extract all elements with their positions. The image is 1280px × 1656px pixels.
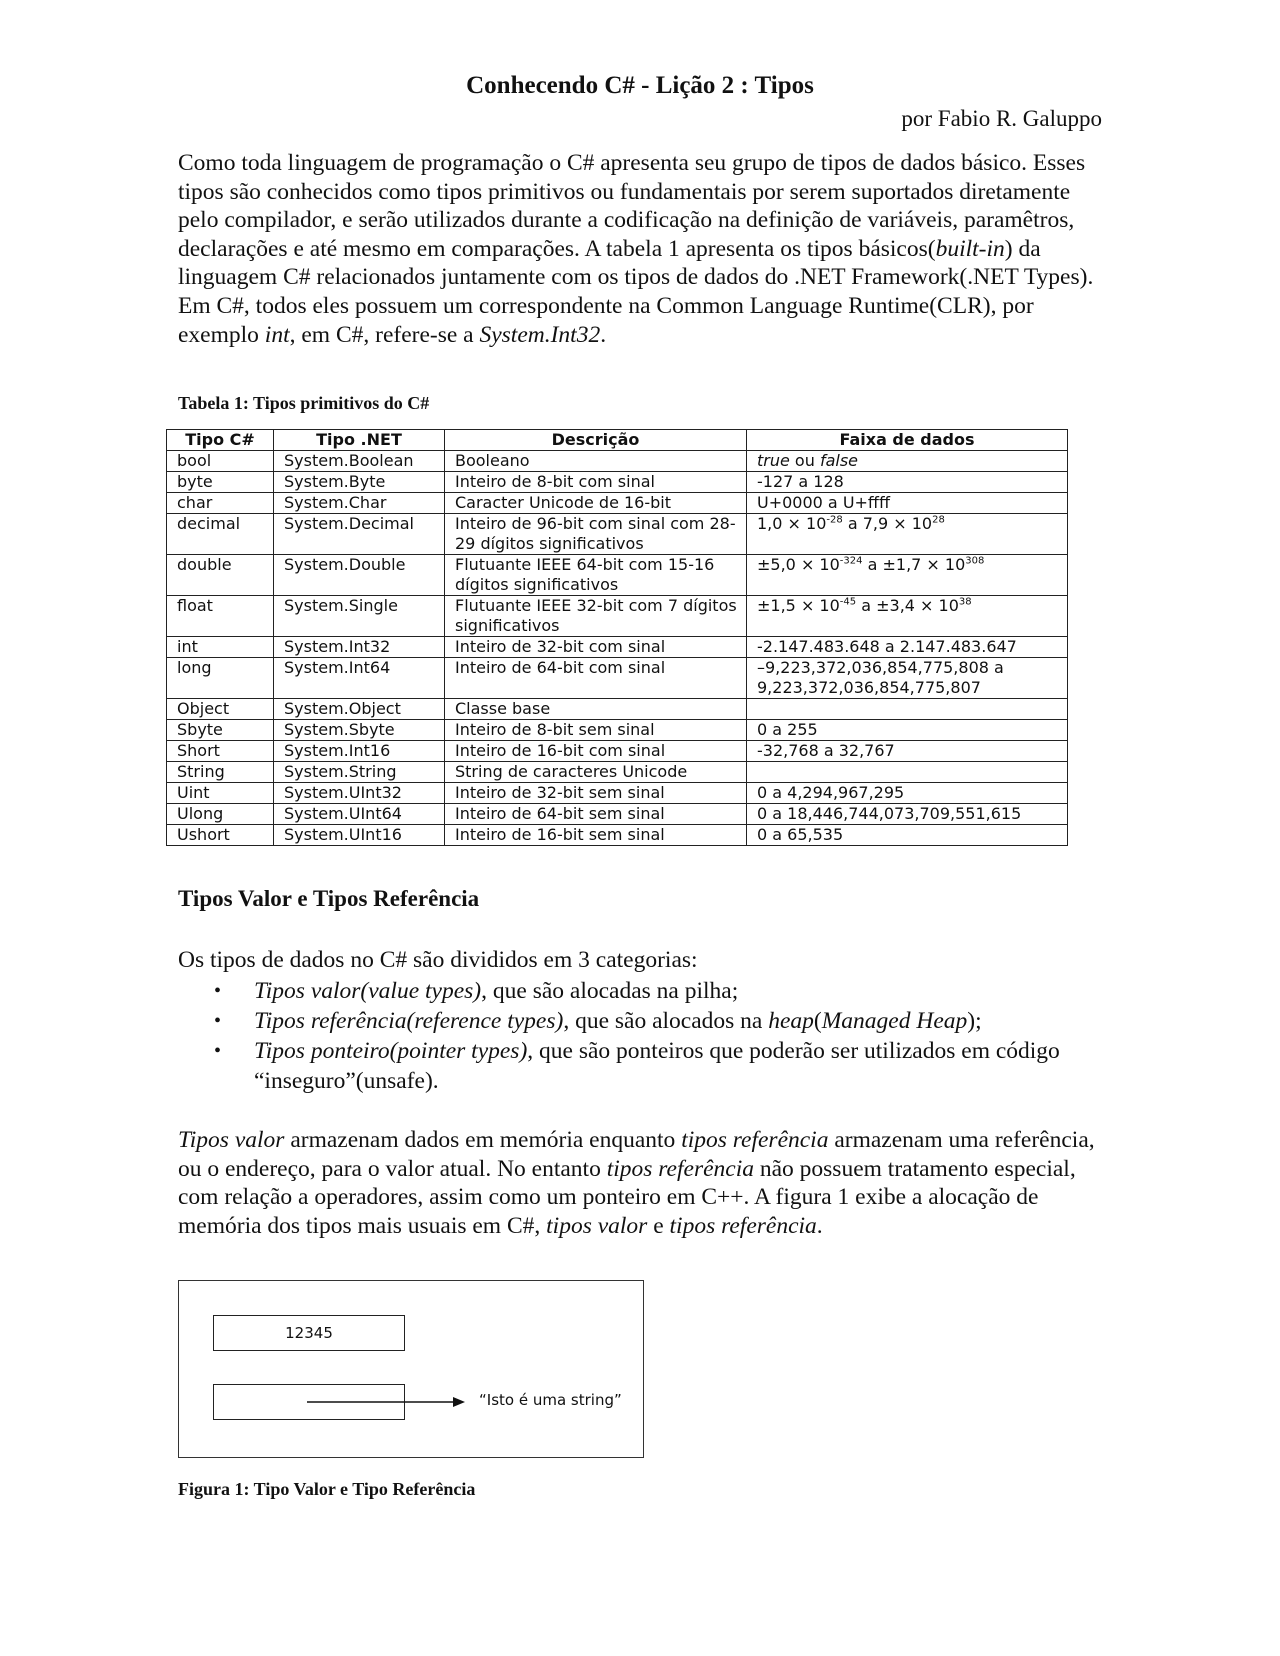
value-type-box: 12345 [213,1315,405,1351]
range-part: a 7,9 × 10 [842,514,933,533]
memory-figure [178,1280,644,1458]
table-row [167,720,1068,741]
list-item-term: heap [768,1008,814,1034]
categories-list [210,976,1110,1096]
list-item-term: Tipos referência(reference types) [254,1008,564,1034]
cell-desc: Inteiro de 64-bit sem sinal [445,804,747,825]
cell-range: 0 a 255 [747,720,1068,741]
cell-cs: double [167,555,274,596]
cell-net: System.Int64 [274,658,445,699]
cell-desc: Classe base [445,699,747,720]
body-paragraph [178,1126,1108,1240]
cell-net: System.Single [274,596,445,637]
table-row [167,451,1068,472]
cell-net: System.UInt64 [274,804,445,825]
cell-net: System.Sbyte [274,720,445,741]
table-row [167,762,1068,783]
cell-cs: float [167,596,274,637]
para-text: armazenam dados em memória enquanto [284,1127,682,1153]
range-exp: 28 [932,514,945,526]
cell-net: System.Boolean [274,451,445,472]
range-part: a ±3,4 × 10 [856,596,959,615]
table-caption: Tabela 1: Tipos primitivos do C# [178,393,430,413]
author-line: por Fabio R. Galuppo [901,106,1102,131]
section-lead: Os tipos de dados no C# são divididos em 3 categorias: [178,947,698,973]
intro-paragraph [178,149,1108,349]
cell-desc: Booleano [445,451,747,472]
list-item-text: ); [967,1008,982,1034]
list-item [210,976,1110,1006]
cell-desc: Flutuante IEEE 32-bit com 7 dígitos significativos [445,596,747,637]
cell-cs: byte [167,472,274,493]
para-em: tipos referência [606,1155,754,1182]
list-item-text: , que são alocados na [563,1008,769,1034]
table-row [167,699,1068,720]
cell-desc: Inteiro de 8-bit com sinal [445,472,747,493]
table-header-row [167,430,1068,451]
intro-text-2: ) da linguagem C# relacionados juntamente com os tipos de dados do .NET Framework(.NET Types). Em C#, todos eles possuem um correspondente na Common Language Runtime(CLR), por exemplo [178,235,1094,348]
cell-net: System.Char [274,493,445,514]
table-row [167,514,1068,555]
list-item-term: Tipos ponteiro(pointer types) [254,1038,528,1064]
cell-desc: Inteiro de 32-bit sem sinal [445,783,747,804]
cell-cs: Short [167,741,274,762]
range-part: a ±1,7 × 10 [862,555,966,574]
cell-desc: Flutuante IEEE 64-bit com 15-16 dígitos significativos [445,555,747,596]
range-part: ±5,0 × 10 [757,555,840,574]
cell-cs: Uint [167,783,274,804]
cell-range: U+0000 a U+ffff [747,493,1068,514]
list-item-term: Managed Heap [821,1008,968,1034]
cell-range [747,514,1068,555]
para-em: Tipos valor [178,1127,285,1153]
table-row [167,658,1068,699]
cell-desc: Inteiro de 8-bit sem sinal [445,720,747,741]
section-heading: Tipos Valor e Tipos Referência [178,886,480,911]
intro-em-3: System.Int32 [479,321,601,348]
header-description: Descrição [445,430,747,451]
reference-arrow [307,1395,467,1409]
cell-cs: long [167,658,274,699]
cell-range: -2.147.483.648 a 2.147.483.647 [747,637,1068,658]
range-exp: -324 [839,555,863,567]
cell-cs: Ushort [167,825,274,846]
para-text: armazenam uma referência, ou o endereço, para o valor atual. No entanto [178,1127,1095,1182]
cell-desc: Inteiro de 32-bit com sinal [445,637,747,658]
range-true: true [757,451,790,470]
cell-cs: Sbyte [167,720,274,741]
string-value-label: “Isto é uma string” [479,1391,622,1409]
cell-desc: Inteiro de 16-bit sem sinal [445,825,747,846]
cell-range [747,699,1068,720]
list-item-term: Tipos valor(value types) [254,978,482,1004]
cell-range [747,451,1068,472]
intro-text-1: Como toda linguagem de programação o C# apresenta seu grupo de tipos de dados básico. Esses tipos são conhecidos como tipos primitivos ou fundamentais por serem suportados diretamente pelo compilador, e serão utilizados durante a codificação na definição de variáveis, paramêtros, declarações e até mesmo em comparações. A tabela 1 apresenta os tipos básicos( [178,150,1086,262]
table-row [167,783,1068,804]
cell-desc: String de caracteres Unicode [445,762,747,783]
cell-net: System.UInt16 [274,825,445,846]
range-exp: -45 [839,596,857,608]
figure-caption: Figura 1: Tipo Valor e Tipo Referência [178,1479,476,1499]
range-ou: ou [789,451,820,470]
cell-net: System.Object [274,699,445,720]
cell-range: 0 a 4,294,967,295 [747,783,1068,804]
cell-net: System.Decimal [274,514,445,555]
table-row [167,596,1068,637]
cell-net: System.Int16 [274,741,445,762]
header-range: Faixa de dados [747,430,1068,451]
para-em: tipos valor [546,1212,648,1239]
table-row [167,741,1068,762]
cell-range: -127 a 128 [747,472,1068,493]
cell-range [747,555,1068,596]
cell-range: -32,768 a 32,767 [747,741,1068,762]
cell-desc: Inteiro de 16-bit com sinal [445,741,747,762]
intro-em-2: int [264,321,290,348]
para-em: tipos referência [669,1212,817,1239]
cell-cs: String [167,762,274,783]
cell-cs: int [167,637,274,658]
cell-net: System.String [274,762,445,783]
range-false: false [819,451,859,470]
range-exp: 38 [958,596,972,608]
list-item [210,1006,1110,1036]
range-part: ±1,5 × 10 [757,596,840,615]
table-row [167,637,1068,658]
range-exp: -28 [826,514,843,526]
cell-net: System.Double [274,555,445,596]
para-text: e [647,1212,670,1239]
cell-net: System.Byte [274,472,445,493]
cell-cs: Object [167,699,274,720]
list-item-text: ( [813,1008,822,1034]
list-item-text: , que são ponteiros que poderão ser utilizados em código “inseguro”(unsafe). [254,1038,1060,1094]
para-em: tipos referência [681,1127,829,1153]
table-row [167,493,1068,514]
table-row [167,825,1068,846]
cell-desc: Inteiro de 64-bit com sinal [445,658,747,699]
table-row [167,472,1068,493]
cell-desc: Caracter Unicode de 16-bit [445,493,747,514]
cell-range: –9,223,372,036,854,775,808 a 9,223,372,036,854,775,807 [747,658,1068,699]
header-net-type: Tipo .NET [274,430,445,451]
range-exp: 308 [965,555,985,567]
cell-cs: decimal [167,514,274,555]
cell-cs: Ulong [167,804,274,825]
cell-range [747,596,1068,637]
para-text: . [816,1212,823,1239]
cell-cs: char [167,493,274,514]
cell-net: System.UInt32 [274,783,445,804]
list-item-text: , que são alocadas na pilha; [481,978,739,1004]
page-title: Conhecendo C# - Lição 2 : Tipos [466,72,814,99]
list-item [210,1036,1110,1096]
primitive-types-table [166,429,1068,846]
table-row [167,555,1068,596]
intro-text-3: , em C#, refere-se a [289,321,480,348]
header-cs-type: Tipo C# [167,430,274,451]
cell-net: System.Int32 [274,637,445,658]
cell-range [747,762,1068,783]
table-row [167,804,1068,825]
cell-range: 0 a 18,446,744,073,709,551,615 [747,804,1068,825]
intro-em-1: built-in [935,235,1005,262]
range-part: 1,0 × 10 [757,514,827,533]
cell-range: 0 a 65,535 [747,825,1068,846]
cell-desc: Inteiro de 96-bit com sinal com 28-29 dígitos significativos [445,514,747,555]
cell-cs: bool [167,451,274,472]
para-text: não possuem tratamento especial, com relação a operadores, assim como um ponteiro em C++. A figura 1 exibe a alocação de memória dos tipos mais usuais em C#, [178,1155,1076,1239]
intro-text-4: . [600,321,607,348]
